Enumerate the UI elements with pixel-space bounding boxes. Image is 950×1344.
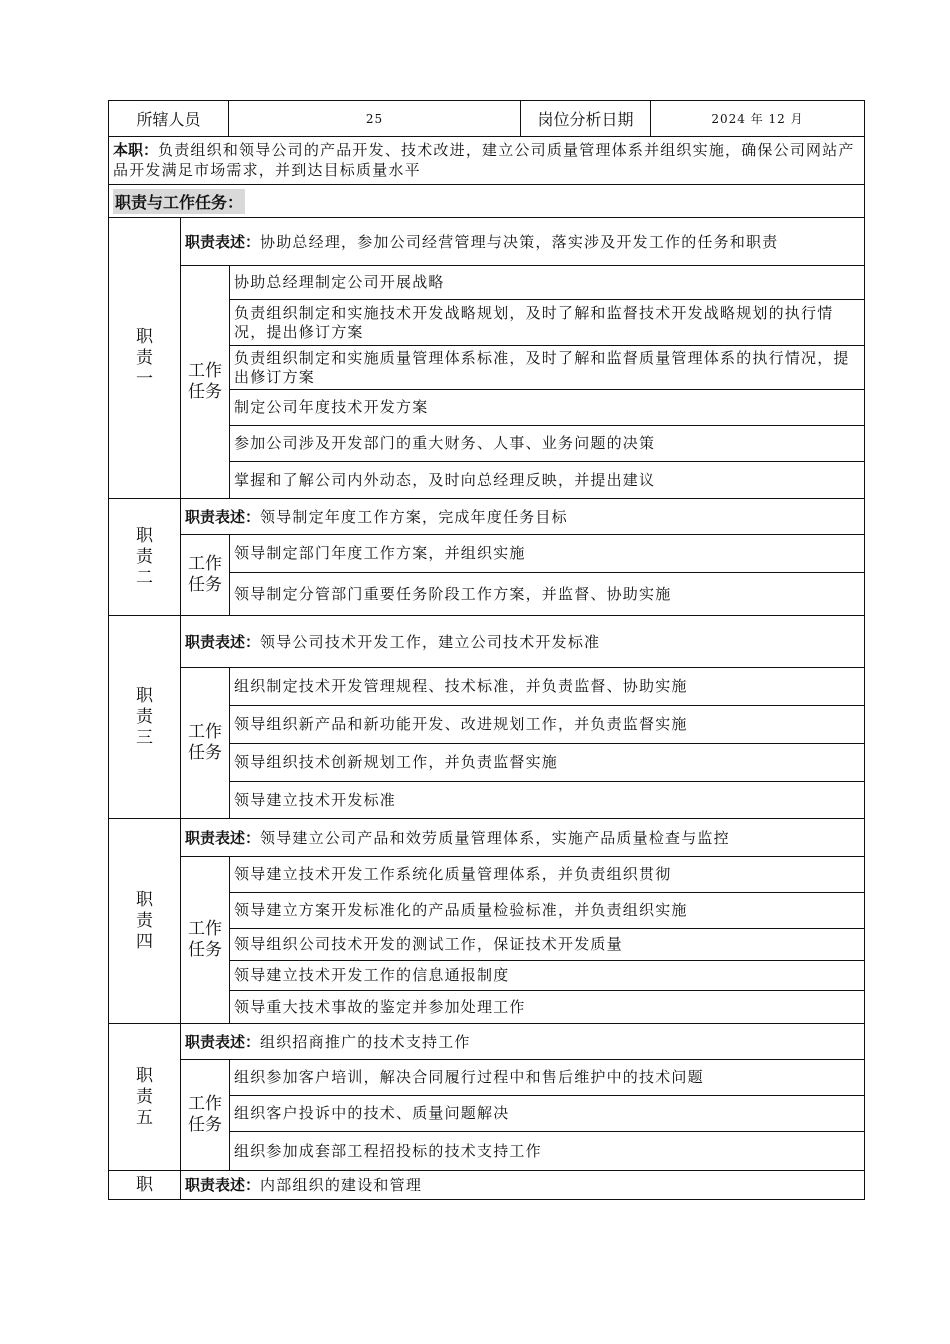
duty-label-text: 职责五: [136, 1065, 153, 1128]
task-label: [181, 857, 230, 1023]
statement-text: 协助总经理，参加公司经营管理与决策，落实涉及开发工作的任务和职责: [260, 232, 779, 251]
duty-body: [181, 1024, 864, 1170]
task-label-text: 工作任务: [188, 361, 222, 402]
task-text: 领导建立方案开发标准化的产品质量检验标准，并负责组织实施: [234, 901, 688, 919]
duty-body: [181, 819, 864, 1023]
duty-block: [108, 1024, 865, 1171]
task-item: [230, 390, 864, 426]
task-text: 领导组织公司技术开发的测试工作，保证技术开发质量: [234, 935, 623, 953]
statement-key: 职责表述：: [185, 1176, 261, 1194]
task-label: [181, 266, 230, 498]
duty-label: [109, 819, 181, 1023]
task-text: 协助总经理制定公司开展战略: [234, 273, 445, 291]
duty-label: [109, 499, 181, 615]
duty-label: [109, 1171, 181, 1199]
task-group: [181, 668, 864, 818]
statement-text: 领导制定年度工作方案，完成年度任务目标: [260, 507, 568, 526]
task-label: [181, 668, 230, 818]
duty-statement: [181, 218, 864, 266]
task-list: [230, 266, 864, 498]
task-list: [230, 1060, 864, 1170]
task-group: [181, 266, 864, 498]
duty-body: [181, 1171, 864, 1199]
task-list: [230, 857, 864, 1023]
duty-label: [109, 218, 181, 498]
statement-key: 职责表述：: [185, 828, 261, 847]
task-group: [181, 1060, 864, 1170]
statement-key: 职责表述：: [185, 232, 261, 251]
task-item: [230, 929, 864, 961]
header-row: [108, 100, 865, 137]
duties-section: [108, 217, 865, 1200]
duty-body: [181, 616, 864, 818]
task-item: [230, 462, 864, 498]
task-label-text: 工作任务: [188, 554, 222, 595]
task-group: [181, 857, 864, 1023]
task-text: 参加公司涉及开发部门的重大财务、人事、业务问题的决策: [234, 434, 656, 452]
task-item: [230, 668, 864, 706]
statement-key: 职责表述：: [185, 507, 261, 526]
analysis-date-value: 2024 年 12 月: [711, 112, 804, 126]
duty-statement: [181, 499, 864, 535]
task-text: 掌握和了解公司内外动态，及时向总经理反映，并提出建议: [234, 470, 656, 489]
task-text: 领导建立技术开发标准: [234, 790, 397, 809]
task-text: 领导制定部门年度工作方案，并组织实施: [234, 544, 526, 562]
job-summary: [108, 137, 865, 185]
task-item: [230, 961, 864, 991]
duty-body: [181, 218, 864, 498]
staff-label: 所辖人员: [109, 101, 229, 136]
task-text: 领导组织技术创新规划工作，并负责监督实施: [234, 753, 559, 771]
task-text: 负责组织制定和实施质量管理体系标准，及时了解和监督质量管理体系的执行情况，提出修订方案: [234, 348, 850, 386]
duty-label-text: 职责三: [136, 685, 153, 748]
task-list: [230, 668, 864, 818]
statement-key: 职责表述：: [185, 1032, 261, 1051]
task-item: [230, 857, 864, 893]
duty-label: [109, 616, 181, 818]
duty-statement: [181, 1024, 864, 1060]
task-item: [230, 535, 864, 573]
task-item: [230, 893, 864, 929]
duty-statement: [181, 819, 864, 857]
task-label: [181, 535, 230, 615]
task-text: 制定公司年度技术开发方案: [234, 398, 429, 416]
task-text: 负责组织制定和实施技术开发战略规划，及时了解和监督技术开发战略规划的执行情况，提出修订方案: [234, 303, 834, 341]
task-text: 组织参加客户培训，解决合同履行过程中和售后维护中的技术问题: [234, 1068, 704, 1086]
analysis-date-label: 岗位分析日期: [521, 101, 651, 136]
task-text: 领导制定分管部门重要任务阶段工作方案，并监督、协助实施: [234, 584, 672, 603]
task-label-text: 工作任务: [188, 919, 222, 960]
task-list: [230, 535, 864, 615]
task-label-text: 工作任务: [188, 1094, 222, 1135]
statement-text: 内部组织的建设和管理: [260, 1176, 423, 1194]
duty-label-text: 职责二: [136, 525, 153, 588]
task-text: 领导建立技术开发工作系统化质量管理体系，并负责组织贯彻: [234, 865, 672, 883]
duty-label-text: 职: [136, 1174, 153, 1195]
duty-body: [181, 499, 864, 615]
duty-label-text: 职责四: [136, 889, 153, 952]
staff-value: 25: [229, 101, 521, 136]
statement-text: 领导建立公司产品和效劳质量管理体系，实施产品质量检查与监控: [260, 828, 730, 847]
task-item: [230, 1096, 864, 1132]
summary-label: 本职：: [113, 141, 159, 159]
task-text: 组织参加成套部工程招投标的技术支持工作: [234, 1141, 542, 1160]
statement-text: 组织招商推广的技术支持工作: [260, 1032, 471, 1051]
task-item: [230, 1132, 864, 1170]
statement-key: 职责表述：: [185, 632, 261, 651]
task-item: [230, 706, 864, 744]
duty-block: [108, 217, 865, 499]
statement-text: 领导公司技术开发工作，建立公司技术开发标准: [260, 632, 601, 651]
tasks-heading: 职责与工作任务：: [113, 189, 245, 214]
duty-block: [108, 499, 865, 616]
task-text: 领导重大技术事故的鉴定并参加处理工作: [234, 997, 526, 1016]
task-text: 领导建立技术开发工作的信息通报制度: [234, 966, 510, 984]
task-item: [230, 300, 864, 346]
task-label: [181, 1060, 230, 1170]
duty-statement: [181, 616, 864, 668]
duty-label-text: 职责一: [136, 326, 153, 389]
duty-block: [108, 616, 865, 819]
task-group: [181, 535, 864, 615]
task-label-text: 工作任务: [188, 722, 222, 763]
task-text: 组织客户投诉中的技术、质量问题解决: [234, 1104, 510, 1122]
task-item: [230, 346, 864, 390]
task-item: [230, 426, 864, 462]
task-item: [230, 991, 864, 1023]
duty-label: [109, 1024, 181, 1170]
task-item: [230, 266, 864, 300]
task-item: [230, 744, 864, 782]
task-text: 组织制定技术开发管理规程、技术标准，并负责监督、协助实施: [234, 677, 688, 695]
duty-block: [108, 819, 865, 1024]
task-item: [230, 573, 864, 615]
job-description-table: [108, 100, 865, 1200]
duty-statement: [181, 1171, 864, 1199]
task-text: 领导组织新产品和新功能开发、改进规划工作，并负责监督实施: [234, 715, 688, 733]
summary-text: 负责组织和领导公司的产品开发、技术改进，建立公司质量管理体系并组织实施，确保公司网站产品开发满足市场需求，并到达目标质量水平: [113, 141, 855, 179]
duty-block: [108, 1171, 865, 1200]
task-item: [230, 1060, 864, 1096]
tasks-heading-row: [108, 185, 865, 217]
task-item: [230, 782, 864, 818]
